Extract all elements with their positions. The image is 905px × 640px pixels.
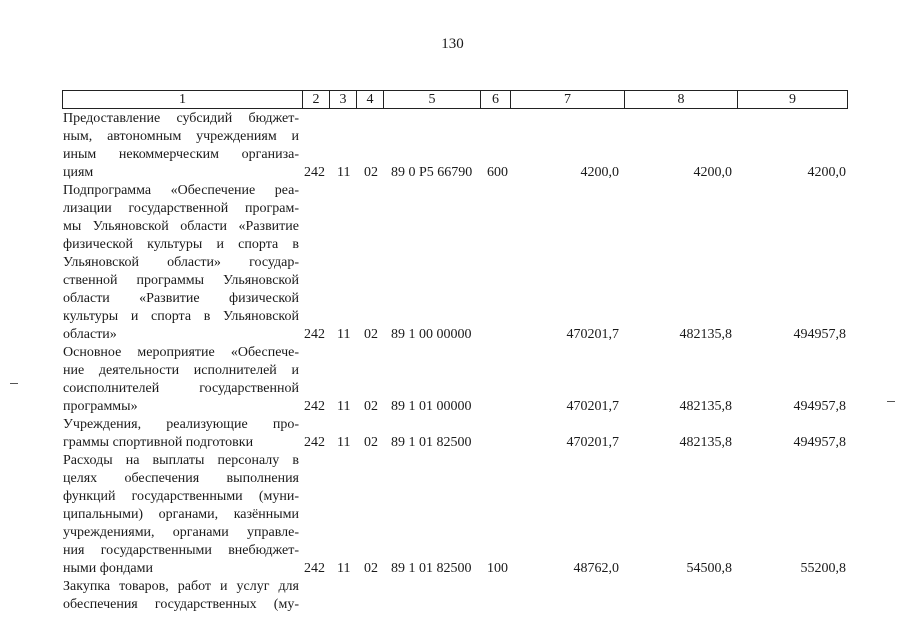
amount-year-1: 470201,7 bbox=[566, 399, 619, 414]
table-row bbox=[0, 452, 905, 578]
description-line: Учреждения, реализующие про- bbox=[63, 417, 299, 432]
gl-code: 242 bbox=[304, 399, 325, 414]
description-line: лизации государственной програм- bbox=[63, 201, 299, 216]
header-row bbox=[63, 91, 848, 109]
description-line: ния государственными внебюджет- bbox=[63, 543, 299, 558]
amount-year-3: 494957,8 bbox=[793, 327, 846, 342]
amount-year-1: 4200,0 bbox=[580, 165, 619, 180]
description-line: Подпрограмма «Обеспечение реа- bbox=[63, 183, 299, 198]
subsection-code: 02 bbox=[364, 561, 378, 576]
header-col-9: 9 bbox=[738, 91, 848, 109]
amount-year-1: 48762,0 bbox=[573, 561, 619, 576]
header-col-7: 7 bbox=[511, 91, 625, 109]
description-line: ние деятельности исполнителей и bbox=[63, 363, 299, 378]
subsection-code: 02 bbox=[364, 165, 378, 180]
gl-code: 242 bbox=[304, 327, 325, 342]
description-line: Расходы на выплаты персоналу в bbox=[63, 453, 299, 468]
description-line: учреждениями, органами управле- bbox=[63, 525, 299, 540]
description-line: ными фондами bbox=[63, 561, 154, 576]
target-article-code: 89 1 01 82500 bbox=[391, 435, 472, 450]
gl-code: 242 bbox=[304, 165, 325, 180]
section-code: 11 bbox=[337, 165, 351, 180]
row-values bbox=[0, 398, 905, 416]
amount-year-1: 470201,7 bbox=[566, 435, 619, 450]
table-row bbox=[0, 344, 905, 416]
amount-year-2: 54500,8 bbox=[686, 561, 732, 576]
description-line: иным некоммерческим организа- bbox=[63, 147, 299, 162]
header-col-8: 8 bbox=[625, 91, 738, 109]
description-line: обеспечения государственных (му- bbox=[63, 597, 299, 612]
page-number: 130 bbox=[441, 36, 464, 52]
description-line: соисполнителей государственной bbox=[63, 381, 299, 396]
description-line: функций государственными (муни- bbox=[63, 489, 299, 504]
row-values bbox=[0, 326, 905, 344]
section-code: 11 bbox=[337, 561, 351, 576]
description-line: мы Ульяновской области «Развитие bbox=[63, 219, 299, 234]
amount-year-3: 494957,8 bbox=[793, 399, 846, 414]
description-line: целях обеспечения выполнения bbox=[63, 471, 299, 486]
amount-year-2: 4200,0 bbox=[693, 165, 732, 180]
table-row bbox=[0, 110, 905, 182]
description-line: Закупка товаров, работ и услуг для bbox=[63, 579, 299, 594]
target-article-code: 89 0 P5 66790 bbox=[391, 165, 473, 180]
row-values bbox=[0, 560, 905, 578]
target-article-code: 89 1 01 00000 bbox=[391, 399, 472, 414]
row-values bbox=[0, 434, 905, 452]
amount-year-2: 482135,8 bbox=[679, 435, 732, 450]
header-col-5: 5 bbox=[384, 91, 481, 109]
expense-type-code: 100 bbox=[487, 561, 508, 576]
section-code: 11 bbox=[337, 327, 351, 342]
table-row bbox=[0, 182, 905, 344]
gl-code: 242 bbox=[304, 435, 325, 450]
column-header-table bbox=[62, 90, 848, 109]
description-line: программы» bbox=[63, 399, 138, 414]
description-line: Основное мероприятие «Обеспече- bbox=[63, 345, 299, 360]
row-values bbox=[0, 596, 905, 614]
header-col-2: 2 bbox=[303, 91, 330, 109]
section-code: 11 bbox=[337, 399, 351, 414]
amount-year-3: 55200,8 bbox=[800, 561, 846, 576]
description-line: Предоставление субсидий бюджет- bbox=[63, 111, 299, 126]
budget-rows bbox=[0, 110, 905, 614]
section-code: 11 bbox=[337, 435, 351, 450]
amount-year-3: 494957,8 bbox=[793, 435, 846, 450]
header-col-1: 1 bbox=[63, 91, 303, 109]
amount-year-2: 482135,8 bbox=[679, 327, 732, 342]
row-description bbox=[63, 182, 299, 344]
target-article-code: 89 1 01 82500 bbox=[391, 561, 472, 576]
table-row bbox=[0, 578, 905, 614]
amount-year-3: 4200,0 bbox=[807, 165, 846, 180]
amount-year-2: 482135,8 bbox=[679, 399, 732, 414]
description-line: граммы спортивной подготовки bbox=[63, 435, 254, 450]
description-line: физической культуры и спорта в bbox=[63, 237, 299, 252]
table-row bbox=[0, 416, 905, 452]
subsection-code: 02 bbox=[364, 327, 378, 342]
description-line: циям bbox=[63, 165, 94, 180]
header-col-4: 4 bbox=[357, 91, 384, 109]
expense-type-code: 600 bbox=[487, 165, 508, 180]
header-col-6: 6 bbox=[481, 91, 511, 109]
description-line: ципальными) органами, казёнными bbox=[63, 507, 299, 522]
target-article-code: 89 1 00 00000 bbox=[391, 327, 472, 342]
header-col-3: 3 bbox=[330, 91, 357, 109]
row-values bbox=[0, 164, 905, 182]
subsection-code: 02 bbox=[364, 399, 378, 414]
subsection-code: 02 bbox=[364, 435, 378, 450]
description-line: ственной программы Ульяновской bbox=[63, 273, 299, 288]
description-line: ным, автономным учреждениям и bbox=[63, 129, 299, 144]
description-line: культуры и спорта в Ульяновской bbox=[63, 309, 299, 324]
margin-mark-right bbox=[887, 401, 895, 402]
gl-code: 242 bbox=[304, 561, 325, 576]
description-line: Ульяновской области» государ- bbox=[63, 255, 299, 270]
description-line: области «Развитие физической bbox=[63, 291, 299, 306]
description-line: области» bbox=[63, 327, 117, 342]
amount-year-1: 470201,7 bbox=[566, 327, 619, 342]
margin-mark-left bbox=[10, 383, 18, 384]
